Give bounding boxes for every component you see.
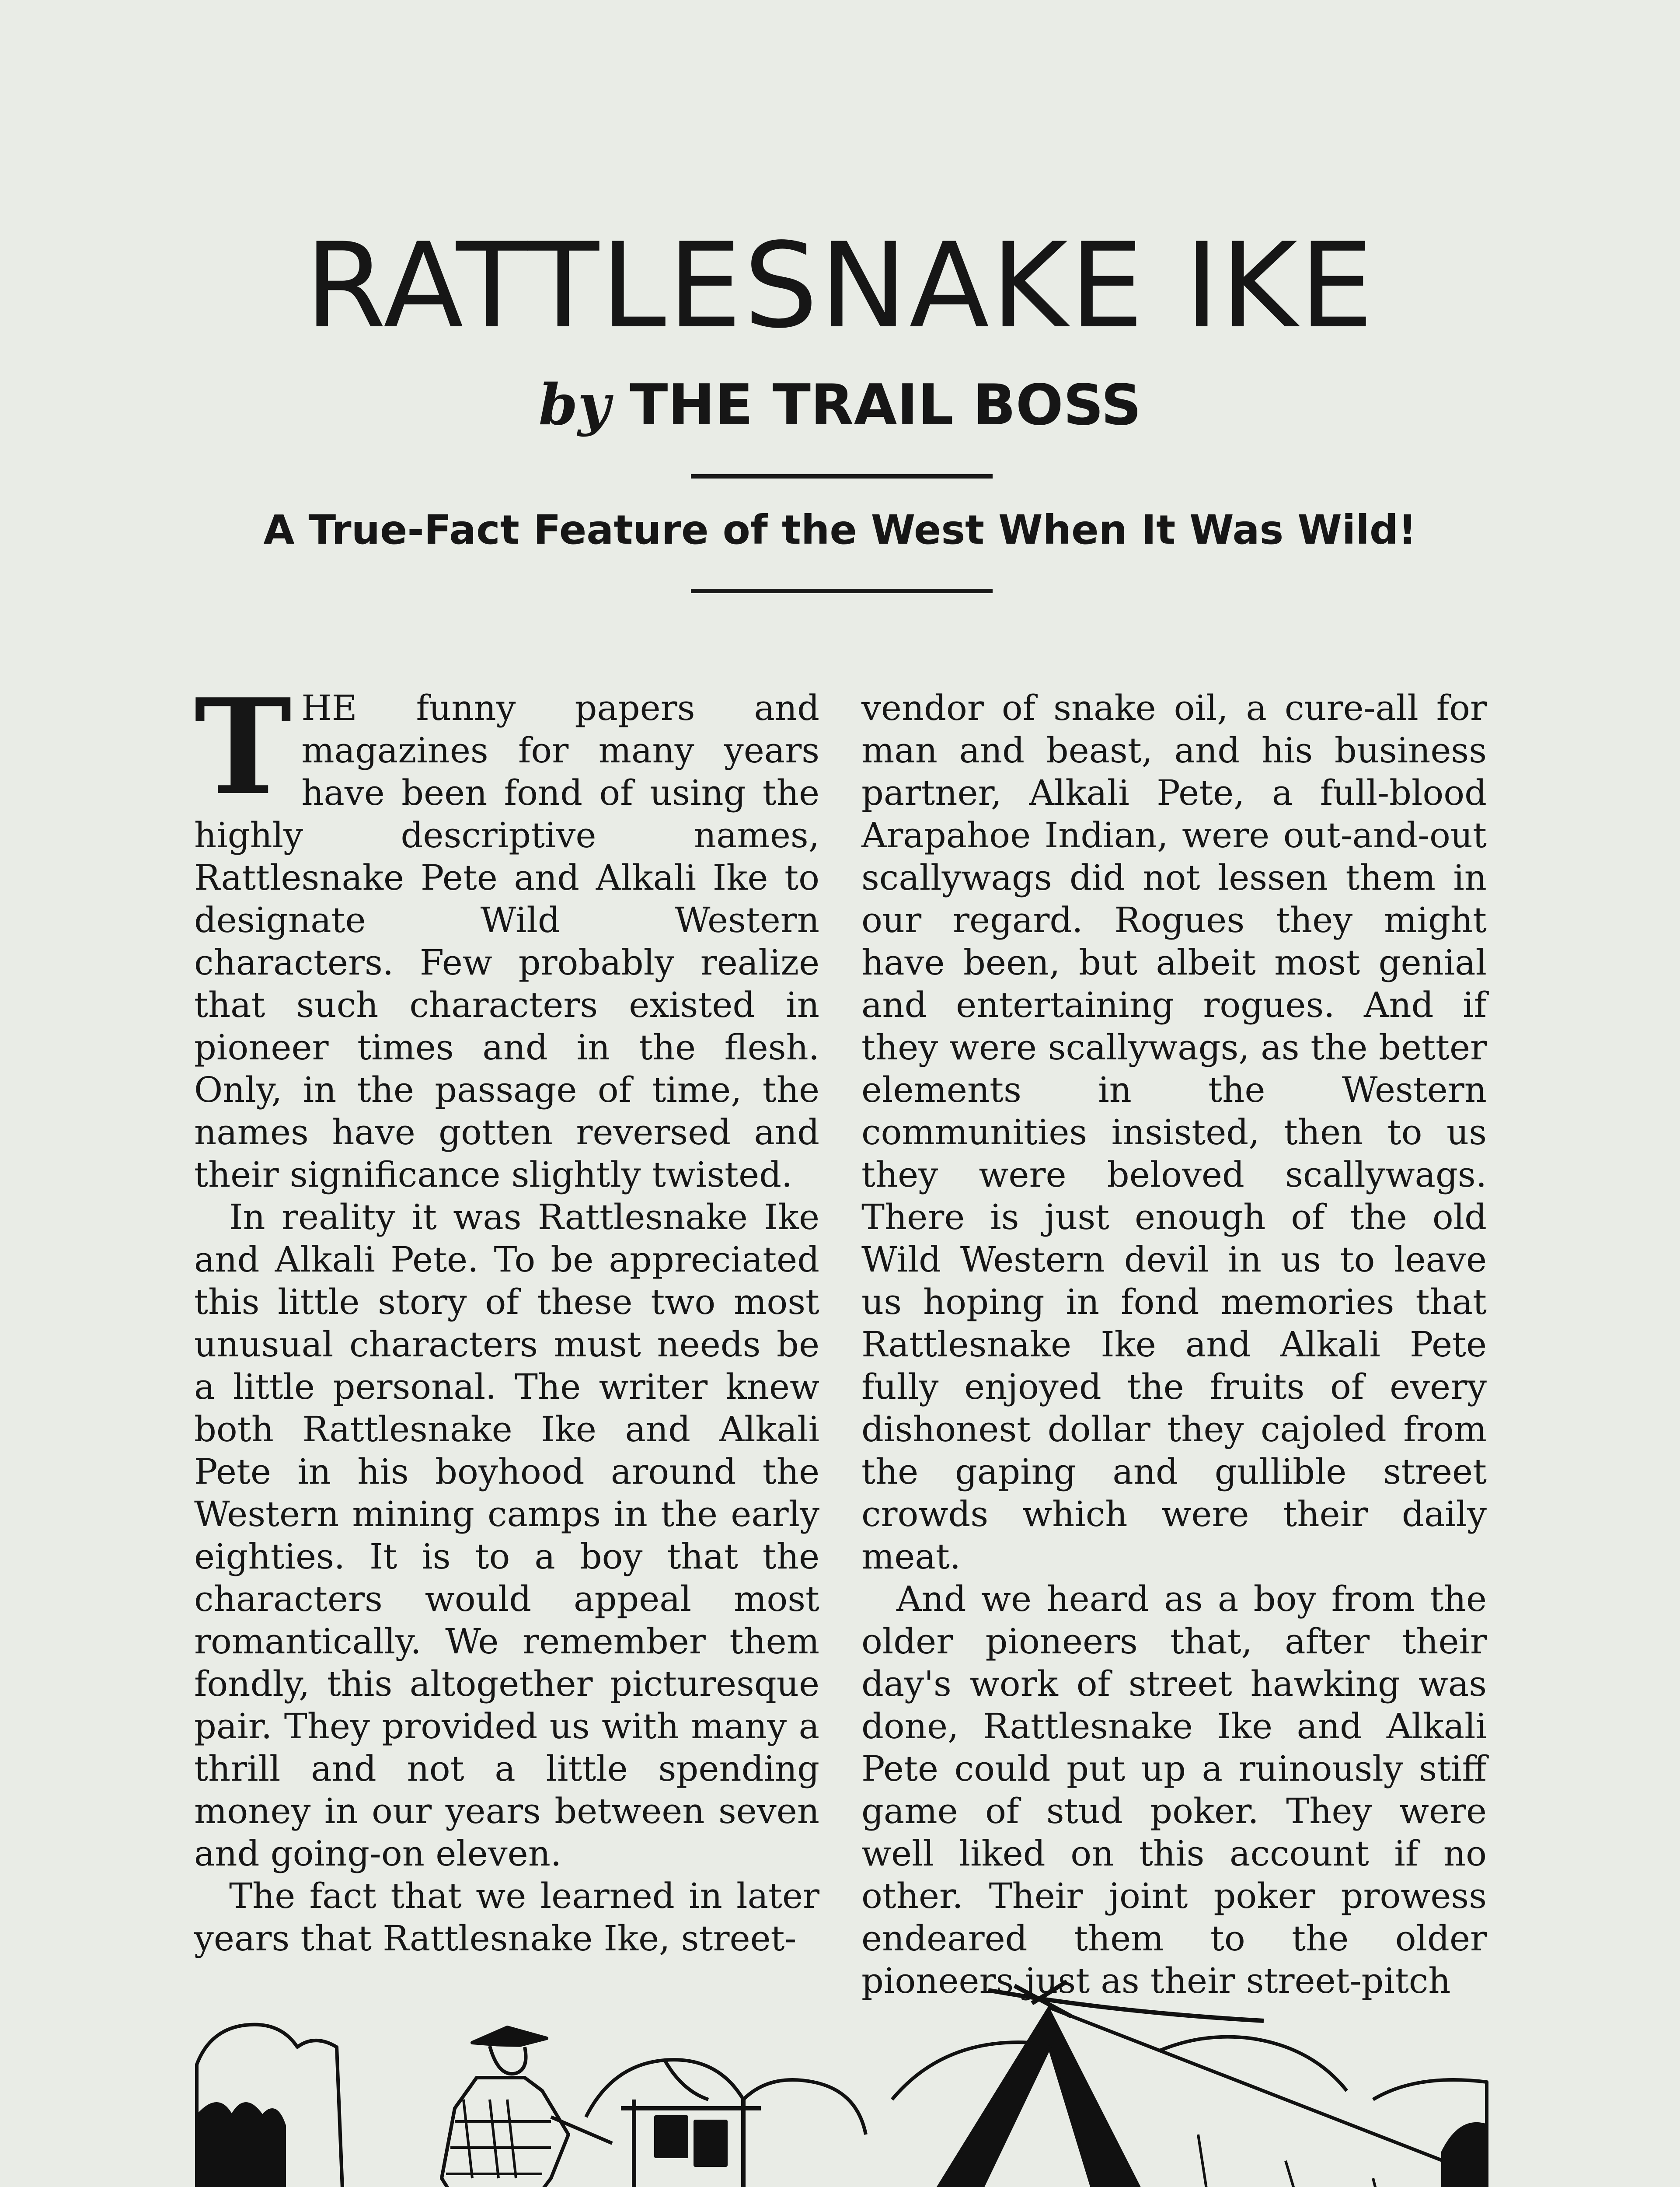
byline: [0, 372, 1680, 438]
article-subtitle: A True-Fact Feature of the West When It Was Wild!: [263, 507, 1417, 553]
paragraph: [194, 670, 819, 1196]
byline-prefix: by: [538, 372, 610, 438]
paragraph: And we heard as a boy from the older pioneers that, after their day's work of street hawking was done, Rattlesnake Ike and Alkali Pete could put up a ruinously stiff game of stud poker. They were well liked on this account if no other. Their joint poker prowess endeared them to the older pioneers just as their street-pitch: [861, 1579, 1487, 2001]
divider-bottom: [691, 589, 993, 593]
campsite-illustration: [192, 1933, 1491, 2187]
left-column: [194, 670, 819, 1960]
paragraph: The fact that we learned in later years that Rattlesnake Ike, street-: [194, 1876, 819, 1959]
author-name: THE TRAIL BOSS: [630, 373, 1142, 438]
article-title: RATTLESNAKE IKE: [305, 218, 1375, 354]
right-column: [861, 687, 1487, 2002]
drop-cap: T: [194, 670, 292, 824]
paragraph: In reality it was Rattlesnake Ike and Alkali Pete. To be appreciated this little story of these two most unusual characters must needs be a little personal. The writer knew both Rattlesnake Ike and Alkali Pete in his boyhood around the Western mining camps in the early eighties. It is to a boy that the characters would appeal most romantically. We remember them fondly, this altogether picturesque pair. They provided us with many a thrill and not a little spending money in our years between seven and going-on eleven.: [194, 1197, 819, 1874]
paragraph: vendor of snake oil, a cure-all for man and beast, and his business partner, Alkali Pete, a full-blood Arapahoe Indian, were out-and-out scallywags did not lessen them in our regard. Rogues they might have been, but albeit most genial and entertaining rogues. And if they were scallywags, as the better elements in the Western communities insisted, then to us they were beloved scallywags. There is just enough of the old Wild Western devil in us to leave us hoping in fond memories that Rattlesnake Ike and Alkali Pete fully enjoyed the fruits of every dishonest dollar they cajoled from the gaping and gullible street crowds which were their daily meat.: [861, 688, 1487, 1577]
paragraph-text: HE funny papers and magazines for many years have been fond of using the highly descriptive names, Rattlesnake Pete and Alkali Ike to designate Wild Western characters. Few probably realize that such characters existed in pioneer times and in the flesh. Only, in the passage of time, the names have gotten reversed and their significance slightly twisted.: [194, 688, 819, 1195]
divider-top: [691, 474, 993, 479]
